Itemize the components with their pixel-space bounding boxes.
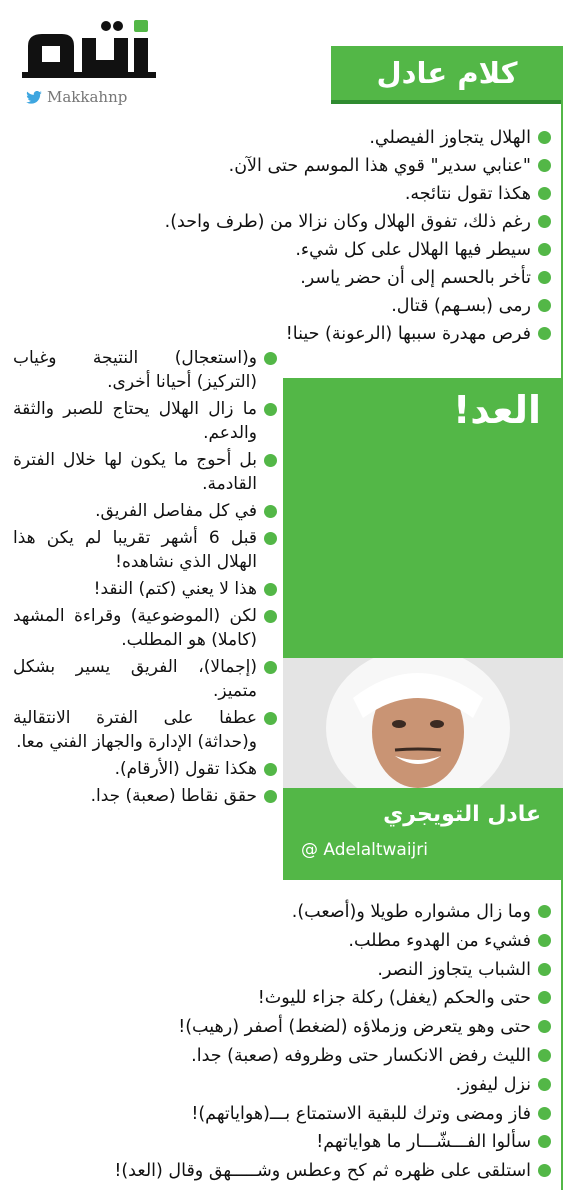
- brand-logo: [18, 12, 168, 104]
- list-item-text: في كل مفاصل الفريق.: [95, 501, 257, 521]
- list-item-text: تأخر بالحسم إلى أن حضر ياسر.: [300, 268, 531, 288]
- bullet-dot-icon: [264, 403, 277, 416]
- twitter-bird-icon: [26, 91, 42, 104]
- list-item: [35, 1042, 555, 1071]
- bullet-dot-icon: [264, 505, 277, 518]
- list-item: [35, 956, 555, 985]
- bullet-dot-icon: [264, 790, 277, 803]
- bullet-dot-icon: [538, 1107, 551, 1120]
- list-item: [13, 655, 281, 703]
- list-item-text: حتى والحكم (يغفل) ركلة جزاء لليوث!: [257, 988, 531, 1009]
- author-photo: [283, 658, 563, 788]
- bullet-dot-icon: [264, 454, 277, 467]
- list-item-text: لكن (الموضوعية) وقراءة المشهد (كاملا) هو المطلب.: [13, 606, 257, 650]
- bullet-dot-icon: [264, 532, 277, 545]
- bullet-dot-icon: [264, 583, 277, 596]
- list-item: [13, 397, 281, 445]
- list-item: [13, 604, 281, 652]
- list-item-text: بل أحوج ما يكون لها خلال الفترة القادمة.: [13, 450, 257, 494]
- list-item-text: نزل ليفوز.: [455, 1074, 531, 1095]
- bullet-dot-icon: [538, 1078, 551, 1091]
- middle-bullet-list: [13, 346, 281, 811]
- list-item: [35, 1128, 555, 1157]
- list-item: [13, 784, 281, 808]
- bullet-dot-icon: [264, 661, 277, 674]
- list-item-text: استلقى على ظهره ثم كح وعطس وشـــــهق وقال (العد)!: [114, 1161, 531, 1182]
- makkah-logo-mark: [22, 16, 162, 82]
- bullet-dot-icon: [538, 1164, 551, 1177]
- bottom-bullet-list: [35, 898, 555, 1186]
- author-portrait-image: [283, 658, 563, 788]
- bullet-dot-icon: [538, 159, 551, 172]
- list-item-text: هذا لا يعني (كتم) النقد!: [93, 579, 257, 599]
- list-item-text: سألوا الفـــشّـــار ما هواياتهم!: [316, 1132, 531, 1153]
- brand-handle: [26, 88, 127, 106]
- column-heading: العد!: [452, 388, 541, 432]
- bullet-dot-icon: [538, 271, 551, 284]
- bullet-dot-icon: [538, 131, 551, 144]
- list-item-text: فرص مهدرة سببها (الرعونة) حينا!: [285, 324, 531, 344]
- list-item-text: الهلال يتجاوز الفيصلي.: [369, 128, 531, 148]
- bullet-dot-icon: [538, 327, 551, 340]
- bullet-dot-icon: [538, 905, 551, 918]
- list-item-text: الليث رفض الانكسار حتى وظروفه (صعبة) جدا.: [191, 1045, 531, 1066]
- list-item: [13, 448, 281, 496]
- list-item-text: حتى وهو يتعرض وزملاؤه (لضغط) أصفر (رهيب)!: [178, 1017, 531, 1038]
- list-item: [35, 292, 555, 320]
- author-name: عادل التويجري: [383, 802, 541, 827]
- bullet-dot-icon: [264, 352, 277, 365]
- list-item: [35, 927, 555, 956]
- bullet-dot-icon: [264, 712, 277, 725]
- list-item: [35, 1013, 555, 1042]
- list-item-text: فاز ومضى وترك للبقية الاستمتاع بـــ(هواياتهم)!: [191, 1103, 531, 1124]
- bullet-dot-icon: [264, 763, 277, 776]
- section-title: كلام عادل: [376, 56, 518, 90]
- list-item: [35, 264, 555, 292]
- bullet-dot-icon: [538, 243, 551, 256]
- list-item-text: حقق نقاطا (صعبة) جدا.: [90, 786, 257, 806]
- list-item-text: و(استعجال) النتيجة وغياب (التركيز) أحيانا أخرى.: [13, 348, 257, 392]
- list-item-text: وما زال مشواره طويلا و(أصعب).: [291, 902, 531, 922]
- list-item-text: فشيء من الهدوء مطلب.: [348, 930, 531, 951]
- list-item: [13, 499, 281, 523]
- bullet-dot-icon: [538, 934, 551, 947]
- bullet-dot-icon: [538, 187, 551, 200]
- list-item: [35, 320, 555, 348]
- list-item: [35, 898, 555, 927]
- list-item: [35, 236, 555, 264]
- bullet-dot-icon: [538, 299, 551, 312]
- list-item: [13, 757, 281, 781]
- list-item-text: سيطر فيها الهلال على كل شيء.: [295, 240, 531, 260]
- list-item-text: الشباب يتجاوز النصر.: [377, 959, 531, 980]
- list-item: [13, 526, 281, 574]
- section-title-box: [331, 46, 563, 104]
- bullet-dot-icon: [264, 610, 277, 623]
- list-item: [35, 124, 555, 152]
- list-item-text: هكذا تقول نتائجه.: [404, 184, 531, 204]
- bullet-dot-icon: [538, 991, 551, 1004]
- list-item: [13, 577, 281, 601]
- author-twitter-handle: @ Adelaltwaijri: [301, 840, 428, 860]
- list-item: [13, 706, 281, 754]
- top-bullet-list: [35, 124, 555, 348]
- list-item: [35, 984, 555, 1013]
- list-item-text: رغم ذلك، تفوق الهلال وكان نزالا من (طرف واحد).: [164, 212, 531, 232]
- bullet-dot-icon: [538, 215, 551, 228]
- list-item: [35, 1071, 555, 1100]
- brand-handle-text: Makkahnp: [47, 88, 128, 106]
- list-item-text: (إجمالا)، الفريق يسير بشكل متميز.: [13, 657, 257, 701]
- list-item: [35, 180, 555, 208]
- list-item: [13, 346, 281, 394]
- list-item-text: هكذا تقول (الأرقام).: [114, 759, 257, 779]
- bullet-dot-icon: [538, 1049, 551, 1062]
- list-item-text: "عنابي سدير" قوي هذا الموسم حتى الآن.: [228, 156, 531, 176]
- list-item: [35, 208, 555, 236]
- bullet-dot-icon: [538, 963, 551, 976]
- list-item: [35, 1100, 555, 1129]
- list-item-text: ما زال الهلال يحتاج للصبر والثقة والدعم.: [13, 399, 257, 443]
- author-panel: [283, 378, 563, 880]
- bullet-dot-icon: [538, 1135, 551, 1148]
- list-item-text: قبل 6 أشهر تقريبا لم يكن هذا الهلال الذي نشاهده!: [13, 528, 257, 572]
- list-item-text: رمى (بسـهم) قتال.: [391, 296, 531, 316]
- list-item: [35, 152, 555, 180]
- list-item: [35, 1157, 555, 1186]
- list-item-text: عطفا على الفترة الانتقالية و(حداثة) الإدارة والجهاز الفني معا.: [13, 708, 257, 752]
- bullet-dot-icon: [538, 1020, 551, 1033]
